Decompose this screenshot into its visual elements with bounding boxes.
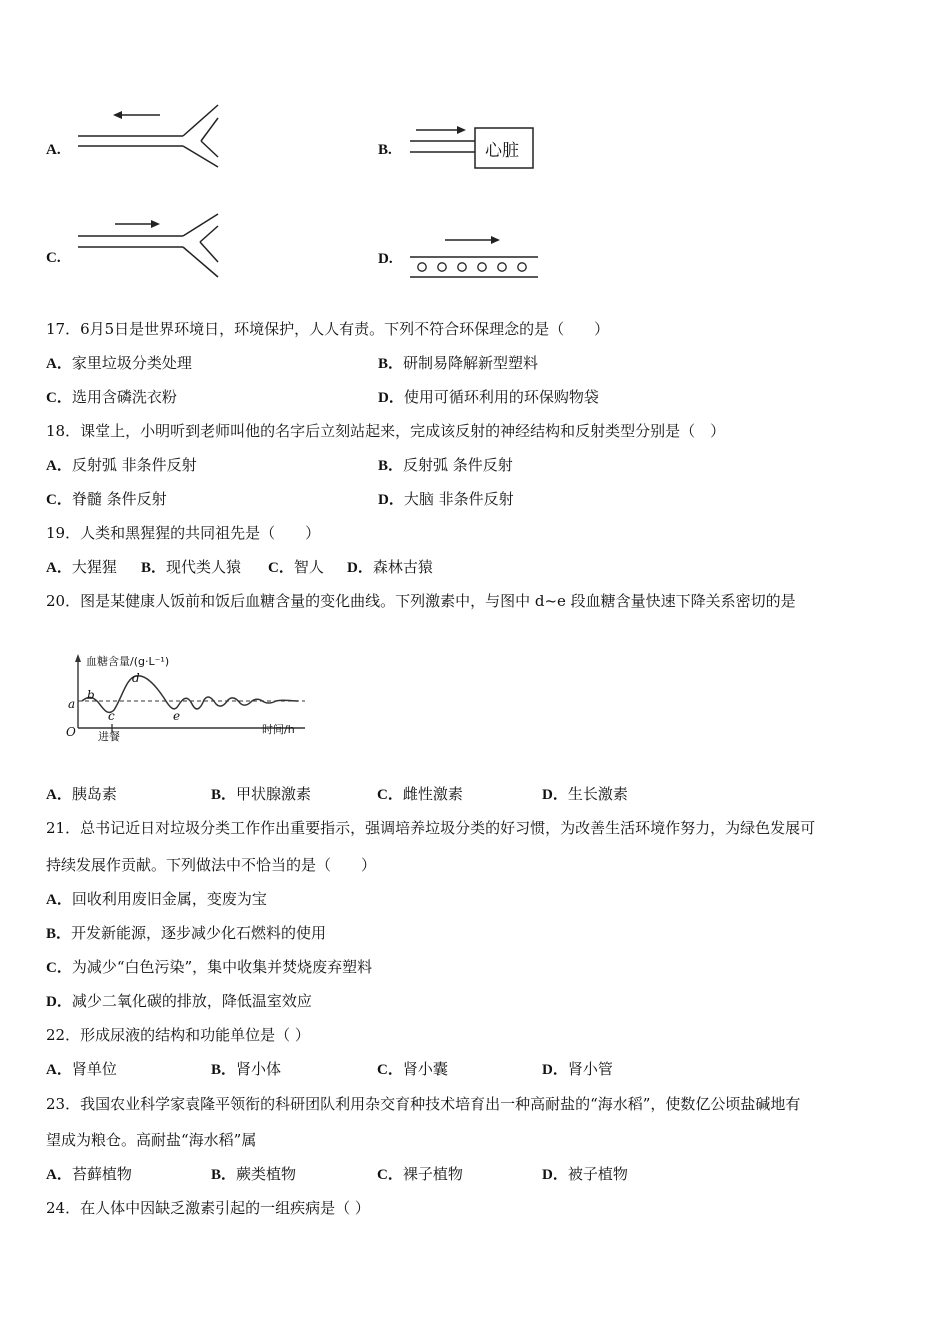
graph-point-e: e [173, 709, 181, 723]
graph-origin: O [66, 725, 76, 739]
option-label: D. [378, 251, 393, 267]
q22-stem: 22．形成尿液的结构和功能单位是（ ） [46, 1026, 310, 1044]
option-label: A． [46, 560, 72, 576]
option-text: 反射弧 非条件反射 [71, 456, 197, 474]
option-text: 肾小体 [236, 1060, 282, 1078]
option-text: 脊髓 条件反射 [71, 490, 167, 508]
q20-stem: 20．图是某健康人饭前和饭后血糖含量的变化曲线。下列激素中，与图中 d~e 段血糖含量快速下降关系密切的是 [46, 592, 796, 610]
option-text: 裸子植物 [402, 1165, 463, 1183]
q23-option-a[interactable] [46, 1164, 132, 1185]
vessel-diagram-a [78, 100, 238, 172]
capillary-diagram-d [410, 230, 545, 282]
option-label: C． [377, 787, 403, 803]
option-label: C． [46, 960, 72, 976]
option-label: B． [211, 1062, 237, 1078]
vessel-heart-diagram-b [410, 120, 540, 172]
graph-point-b: b [87, 688, 95, 702]
option-text: 为减少“白色污染”，集中收集并焚烧废弃塑料 [71, 958, 373, 976]
option-label: D． [46, 994, 72, 1010]
option-label: A． [46, 1062, 72, 1078]
option-text: 大脑 非条件反射 [403, 490, 514, 508]
option-text: 蕨类植物 [236, 1165, 297, 1183]
option-label: A. [46, 142, 61, 158]
option-text: 使用可循环利用的环保购物袋 [403, 388, 599, 406]
option-label: B. [378, 142, 392, 158]
q18-option-d[interactable] [378, 489, 514, 510]
option-label: D． [378, 390, 404, 406]
heart-box-label: 心脏 [485, 141, 519, 161]
option-text: 雌性激素 [402, 785, 463, 803]
option-text: 回收利用废旧金属，变废为宝 [71, 890, 267, 908]
q18-stem: 18．课堂上，小明听到老师叫他的名字后立刻站起来，完成该反射的神经结构和反射类型分别是（ ） [46, 422, 726, 440]
option-text: 苔藓植物 [71, 1165, 132, 1183]
option-label: D． [347, 560, 373, 576]
option-label: D． [542, 787, 568, 803]
q18-option-b[interactable] [378, 455, 513, 476]
option-text: 森林古猿 [372, 558, 433, 576]
option-label: B． [378, 356, 404, 372]
option-label: A． [46, 356, 72, 372]
q19-option-b[interactable] [141, 557, 241, 578]
option-text: 肾小囊 [402, 1060, 448, 1078]
q20-option-c[interactable] [377, 784, 463, 805]
q21-option-a[interactable] [46, 889, 267, 910]
option-label: A． [46, 1167, 72, 1183]
option-label: C． [268, 560, 294, 576]
vessel-diagram-c [78, 212, 238, 282]
q22-option-d[interactable] [542, 1059, 613, 1080]
q21-option-b[interactable] [46, 923, 326, 944]
q20-option-b[interactable] [211, 784, 311, 805]
option-label: B． [46, 926, 72, 942]
graph-ylabel: 血糖含量/(g·L⁻¹) [86, 655, 170, 668]
option-label: D． [542, 1167, 568, 1183]
q21-option-c[interactable] [46, 957, 372, 978]
option-text: 反射弧 条件反射 [403, 456, 513, 474]
q22-option-a[interactable] [46, 1059, 117, 1080]
option-text: 选用含磷洗衣粉 [71, 388, 177, 406]
graph-point-d: d [132, 671, 140, 685]
q23-option-d[interactable] [542, 1164, 628, 1185]
option-text: 现代类人猿 [166, 558, 242, 576]
option-text: 生长激素 [567, 785, 628, 803]
option-label: A． [46, 892, 72, 908]
q20-option-d[interactable] [542, 784, 628, 805]
option-label: C． [46, 390, 72, 406]
graph-xlabel: 时间/h [262, 723, 295, 736]
q17-stem: 17．6月5日是世界环境日，环境保护，人人有责。下列不符合环保理念的是（ ） [46, 320, 610, 338]
option-label: B． [378, 458, 404, 474]
option-label: B． [211, 1167, 237, 1183]
q19-option-a[interactable] [46, 557, 117, 578]
option-text: 被子植物 [567, 1165, 628, 1183]
option-label: A． [46, 787, 72, 803]
q21-stem-line2: 持续发展作贡献。下列做法中不恰当的是（ ） [46, 856, 377, 874]
q18-option-a[interactable] [46, 455, 197, 476]
option-text: 大猩猩 [71, 558, 117, 576]
q21-stem-line1: 21．总书记近日对垃圾分类工作作出重要指示，强调培养垃圾分类的好习惯，为改善生活环境作努力，为绿色发展可 [46, 819, 816, 837]
option-text: 智人 [293, 558, 324, 576]
option-text: 开发新能源，逐步减少化石燃料的使用 [71, 924, 327, 942]
option-label: A． [46, 458, 72, 474]
q17-option-c[interactable] [46, 387, 177, 408]
graph-meal-label: 进餐 [98, 730, 120, 743]
q22-option-c[interactable] [377, 1059, 448, 1080]
option-text: 胰岛素 [71, 785, 117, 803]
option-label: C． [46, 492, 72, 508]
q24-stem: 24．在人体中因缺乏激素引起的一组疾病是（ ） [46, 1199, 370, 1217]
option-label: D． [378, 492, 404, 508]
graph-label-a: a [68, 697, 76, 711]
q23-option-c[interactable] [377, 1164, 463, 1185]
q17-option-d[interactable] [378, 387, 599, 408]
graph-point-c: c [108, 709, 115, 723]
option-label: C． [377, 1062, 403, 1078]
q23-option-b[interactable] [211, 1164, 296, 1185]
option-text: 减少二氧化碳的排放，降低温室效应 [71, 992, 312, 1010]
option-label: C. [46, 250, 61, 266]
q19-stem: 19．人类和黑猩猩的共同祖先是（ ） [46, 524, 321, 542]
option-label: B． [141, 560, 167, 576]
option-text: 家里垃圾分类处理 [71, 354, 192, 372]
option-text: 肾单位 [71, 1060, 117, 1078]
option-label: D． [542, 1062, 568, 1078]
q18-option-c[interactable] [46, 489, 167, 510]
option-text: 研制易降解新型塑料 [403, 354, 539, 372]
option-label: B． [211, 787, 237, 803]
option-text: 肾小管 [567, 1060, 613, 1078]
option-label: C． [377, 1167, 403, 1183]
option-text: 甲状腺激素 [236, 785, 312, 803]
q17-option-a[interactable] [46, 353, 192, 374]
q23-stem-line1: 23．我国农业科学家袁隆平领衔的科研团队利用杂交育种技术培育出一种高耐盐的“海水稻”，使数亿公顷盐碱地有 [46, 1095, 801, 1113]
q20-option-a[interactable] [46, 784, 117, 805]
q22-option-b[interactable] [211, 1059, 281, 1080]
q21-option-d[interactable] [46, 991, 312, 1012]
q17-option-b[interactable] [378, 353, 538, 374]
q19-option-c[interactable] [268, 557, 324, 578]
q23-stem-line2: 望成为粮仓。高耐盐“海水稻”属 [46, 1131, 257, 1149]
q19-option-d[interactable] [347, 557, 433, 578]
